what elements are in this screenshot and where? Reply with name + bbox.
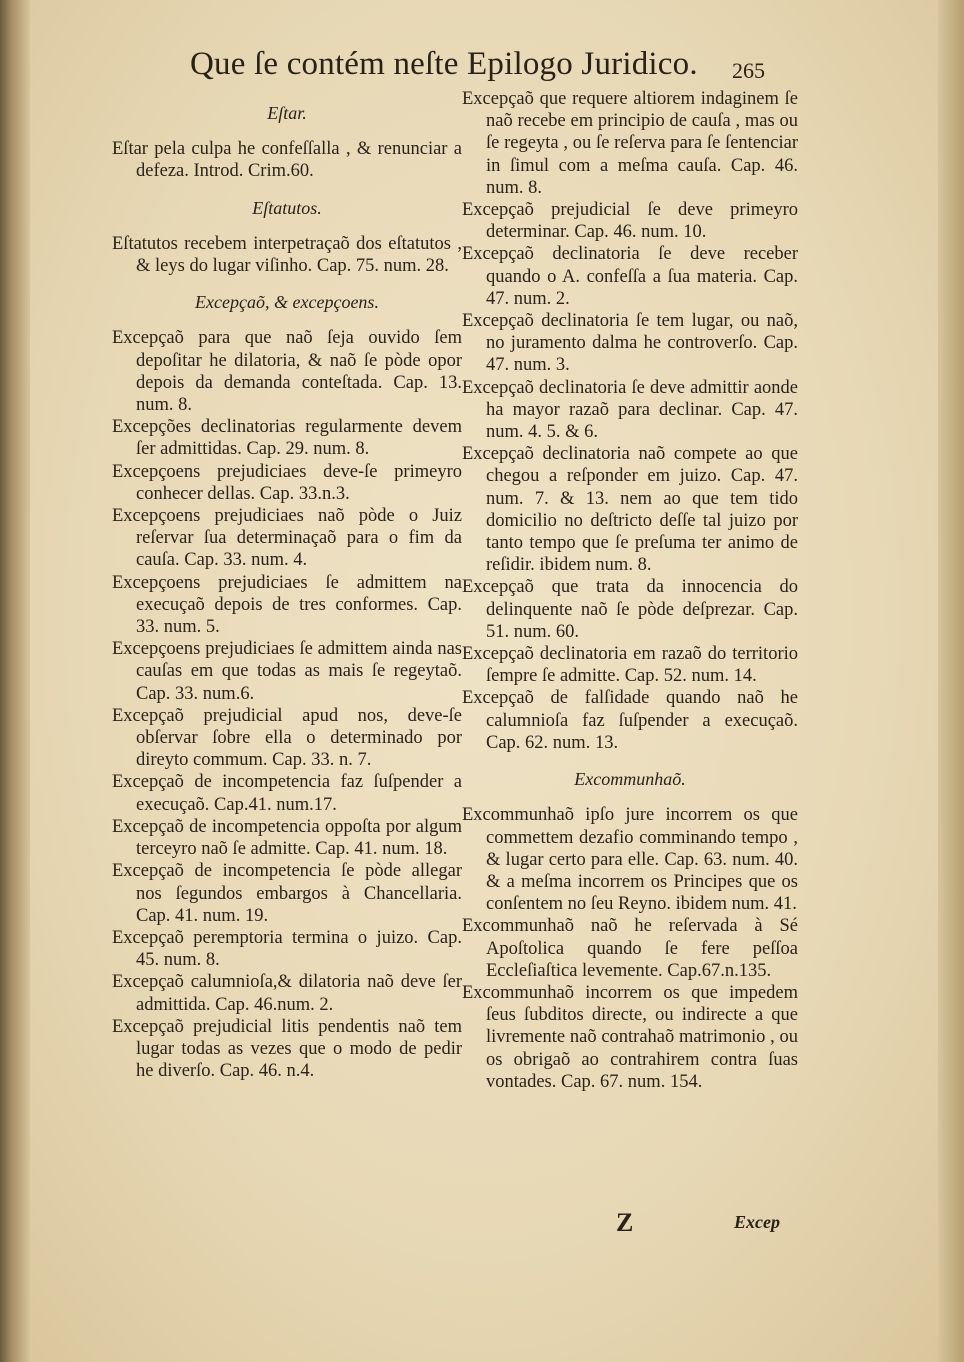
index-entry: Excepçaõ declinatoria em razaõ do territorio ſempre ſe admitte. Cap. 52. num. 14. (462, 644, 798, 687)
index-entry: Excepçaõ declinatoria ſe tem lugar, ou naõ, no juramento dalma he controverſo. Cap. 47. num. 3. (462, 311, 798, 376)
right-column (462, 88, 798, 1093)
index-entry: Excommunhaõ incorrem os que impedem ſeus ſubditos directe, ou indirecte a que livremente naõ contrahaõ matrimonio , ou os obrigaõ ao contrahirem contra ſuas vontades. Cap. 67. num. 154. (462, 982, 798, 1092)
index-entry: Excepçaõ de incompetencia oppoſta por algum terceyro naõ ſe admitte. Cap. 41. num. 18. (112, 816, 462, 860)
index-entry: Excepções declinatorias regularmente devem ſer admittidas. Cap. 29. num. 8. (112, 417, 462, 460)
section-heading: Excepçaõ, & excepçoens. (195, 292, 379, 313)
index-entry: Excepçaõ de incompetencia ſe pòde allegar nos ſegundos embargos à Chancellaria. Cap. 41. num. 19. (112, 861, 462, 926)
index-entry: Excommunhaõ ipſo jure incorrem os que commettem dezafio comminando tempo , & lugar certo para elle. Cap. 63. num. 40. & a meſma incorrem os Principes que os conſentem no ſeu Reyno. ibidem num. 41. (462, 805, 798, 915)
index-entry: Excommunhaõ naõ he reſervada à Sé Apoſtolica quando ſe fere peſſoa Eccleſiaſtica levemente. Cap.67.n.135. (462, 916, 798, 981)
index-entry: Excepçaõ declinatoria naõ compete ao que chegou a reſponder em juizo. Cap. 47. num. 7. & 13. nem ao que tem tido domicilio no deſtricto deſſe tal juizo por tanto tempo que ſe preſuma ter animo de reſidir. ibidem num. 8. (462, 444, 798, 576)
section-heading: Excommunhaõ. (574, 769, 686, 790)
index-entry: Excepçaõ que requere altiorem indaginem ſe naõ recebe em principio de cauſa , mas ou ſe regeyta , ou ſe reſerva para ſe ſentenciar in ſimul com a meſma cauſa. Cap. 46. num. 8. (462, 89, 798, 198)
index-entry: Excepçoens prejudiciaes naõ pòde o Juiz reſervar ſua determinaçaõ para o fim da cauſa. Cap. 33. num. 4. (112, 506, 462, 571)
index-entry: Eſtatutos recebem interpetraçaõ dos eſtatutos , & leys do lugar viſinho. Cap. 75. num. 28. (112, 233, 462, 277)
index-entry: Eſtar pela culpa he confeſſalla , & renunciar a defeza. Introd. Crim.60. (112, 139, 462, 182)
section-heading: Eſtar. (267, 103, 307, 123)
page-number: 265 (732, 58, 765, 83)
index-entry: Excepçaõ prejudicial litis pendentis naõ tem lugar todas as vezes que o modo de pedir he diverſo. Cap. 46. n.4. (112, 1016, 462, 1082)
index-entry: Excepçaõ que trata da innocencia do delinquente naõ ſe pòde deſprezar. Cap. 51. num. 60. (462, 577, 798, 642)
page-edge (938, 0, 964, 1362)
index-entry: Excepçaõ calumnioſa,& dilatoria naõ deve ſer admittida. Cap. 46.num. 2. (112, 972, 462, 1015)
index-entry: Excepçaõ declinatoria ſe deve admittir aonde ha mayor razaõ para declinar. Cap. 47. num. 4. 5. & 6. (462, 377, 798, 443)
index-entry: Excepçoens prejudiciaes ſe admittem na execuçaõ depois de tres conformes. Cap. 33. num. 5. (112, 572, 462, 638)
index-entry: Excepçoens prejudiciaes ſe admittem ainda nas cauſas em que todas as mais ſe regeytaõ. Cap. 33. num.6. (112, 639, 462, 704)
index-entry: Excepçaõ prejudicial apud nos, deve-ſe obſervar ſobre ella o determinado por direyto commum. Cap. 33. n. 7. (112, 705, 462, 771)
index-entry: Excepçaõ declinatoria ſe deve receber quando o A. confeſſa a ſua materia. Cap. 47. num. 2. (462, 244, 798, 309)
page-gutter (0, 0, 30, 1362)
catchword: Excep (734, 1212, 780, 1232)
index-entry: Excepçaõ de falſidade quando naõ he calumnioſa faz ſuſpender a execuçaõ. Cap. 62. num. 13. (462, 688, 798, 753)
section-heading: Eſtatutos. (252, 197, 322, 218)
index-entry: Excepçaõ prejudicial ſe deve primeyro determinar. Cap. 46. num. 10. (462, 200, 798, 243)
index-entry: Excepçoens prejudiciaes deve-ſe primeyro conhecer dellas. Cap. 33.n.3. (112, 461, 462, 504)
index-entry: Excepçaõ para que naõ ſeja ouvido ſem depoſitar he dilatoria, & naõ ſe pòde opor depois da demanda conteſtada. Cap. 13. num. 8. (112, 328, 462, 416)
left-column (112, 88, 462, 1082)
running-head: Que ſe contém neſte Epilogo Juridico. (190, 46, 698, 82)
index-entry: Excepçaõ de incompetencia faz ſuſpender a execuçaõ. Cap.41. num.17. (112, 772, 462, 815)
signature-mark: Z (616, 1208, 634, 1237)
index-entry: Excepçaõ peremptoria termina o juizo. Cap. 45. num. 8. (112, 927, 462, 971)
